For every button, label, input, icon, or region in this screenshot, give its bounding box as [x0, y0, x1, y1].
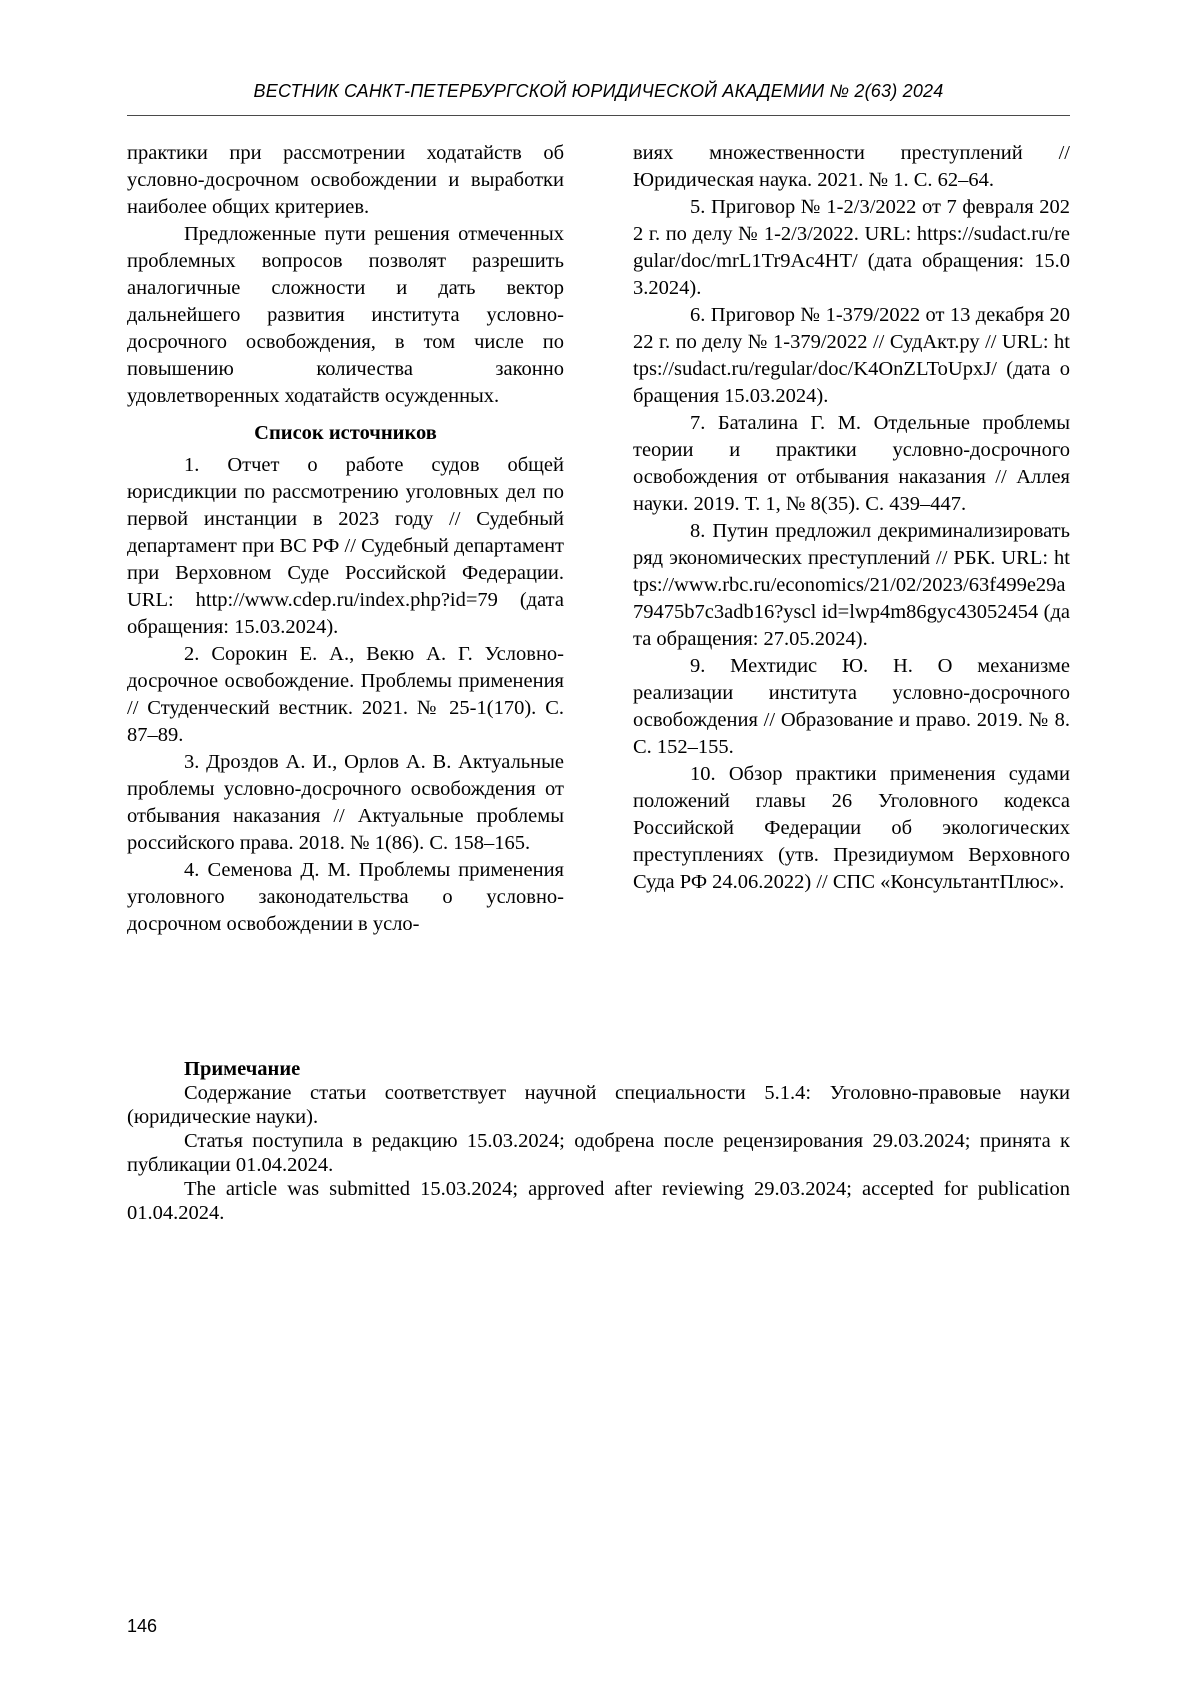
source-item-2: 2. Сорокин Е. А., Векю А. Г. Условно-досрочное освобождение. Проблемы применения // Студенческий вестник. 2021. № 25-1(170). С. 87–89. — [127, 641, 564, 749]
note-title: Примечание — [127, 1057, 1070, 1081]
note-dates-ru: Статья поступила в редакцию 15.03.2024; одобрена после рецензирования 29.03.2024; принята к публикации 01.04.2024. — [127, 1129, 1070, 1177]
continuation-paragraph: практики при рассмотрении ходатайств об условно-досрочном освобождении и выработки наиболее общих критериев. — [127, 140, 564, 221]
running-header: ВЕСТНИК САНКТ-ПЕТЕРБУРГСКОЙ ЮРИДИЧЕСКОЙ АКАДЕМИИ № 2(63) 2024 — [127, 80, 1070, 102]
source-item-6: 6. Приговор № 1-379/2022 от 13 декабря 2022 г. по делу № 1-379/2022 // СудАкт.ру // URL: https://sudact.ru/regular/doc/K4OnZLToUpxJ/ (дата обращения 15.03.2024). — [633, 302, 1070, 410]
source-item-10: 10. Обзор практики применения судами положений главы 26 Уголовного кодекса Российской Федерации об экологических преступлениях (утв. Президиумом Верховного Суда РФ 24.06.2022) // СПС «КонсультантПлюс». — [633, 761, 1070, 896]
source-item-9: 9. Мехтидис Ю. Н. О механизме реализации института условно-досрочного освобождения // Образование и право. 2019. № 8. С. 152–155. — [633, 653, 1070, 761]
source-item-8: 8. Путин предложил декриминализировать ряд экономических преступлений // РБК. URL: https://www.rbc.ru/economics/21/02/2023/63f499e29a79475b7c3adb16?yscl id=lwp4m86gyc43052454 (дата обращения: 27.05.2024). — [633, 518, 1070, 653]
right-column — [633, 140, 1070, 896]
note-section — [127, 1057, 1070, 1225]
sources-title: Список источников — [127, 420, 564, 447]
note-dates-en: The article was submitted 15.03.2024; approved after reviewing 29.03.2024; accepted for publication 01.04.2024. — [127, 1177, 1070, 1225]
conclusion-paragraph: Предложенные пути решения отмеченных проблемных вопросов позволят разрешить аналогичные сложности и дать вектор дальнейшего развития института условно-досрочного освобождения, в том числе по повышению количества законно удовлетворенных ходатайств осужденных. — [127, 221, 564, 410]
page-number: 146 — [127, 1616, 157, 1637]
left-column — [127, 140, 564, 938]
source-item-3: 3. Дроздов А. И., Орлов А. В. Актуальные проблемы условно-досрочного освобождения от отбывания наказания // Актуальные проблемы российского права. 2018. № 1(86). С. 158–165. — [127, 749, 564, 857]
source-item-7: 7. Баталина Г. М. Отдельные проблемы теории и практики условно-досрочного освобождения от отбывания наказания // Аллея науки. 2019. Т. 1, № 8(35). С. 439–447. — [633, 410, 1070, 518]
header-rule — [127, 115, 1070, 116]
note-specialty: Содержание статьи соответствует научной специальности 5.1.4: Уголовно-правовые науки (юридические науки). — [127, 1081, 1070, 1129]
source-item-1: 1. Отчет о работе судов общей юрисдикции по рассмотрению уголовных дел по первой инстанции в 2023 году // Судебный департамент при ВС РФ // Судебный департамент при Верховном Суде Российской Федерации. URL: http://www.cdep.ru/index.php?id=79 (дата обращения: 15.03.2024). — [127, 452, 564, 641]
source-item-5: 5. Приговор № 1-2/3/2022 от 7 февраля 2022 г. по делу № 1-2/3/2022. URL: https://sudact.ru/regular/doc/mrL1Tr9Ac4HT/ (дата обращения: 15.03.2024). — [633, 194, 1070, 302]
source-item-4: 4. Семенова Д. М. Проблемы применения уголовного законодательства о условно-досрочном освобождении в усло- — [127, 857, 564, 938]
source-item-4-continuation: виях множественности преступлений // Юридическая наука. 2021. № 1. С. 62–64. — [633, 140, 1070, 194]
